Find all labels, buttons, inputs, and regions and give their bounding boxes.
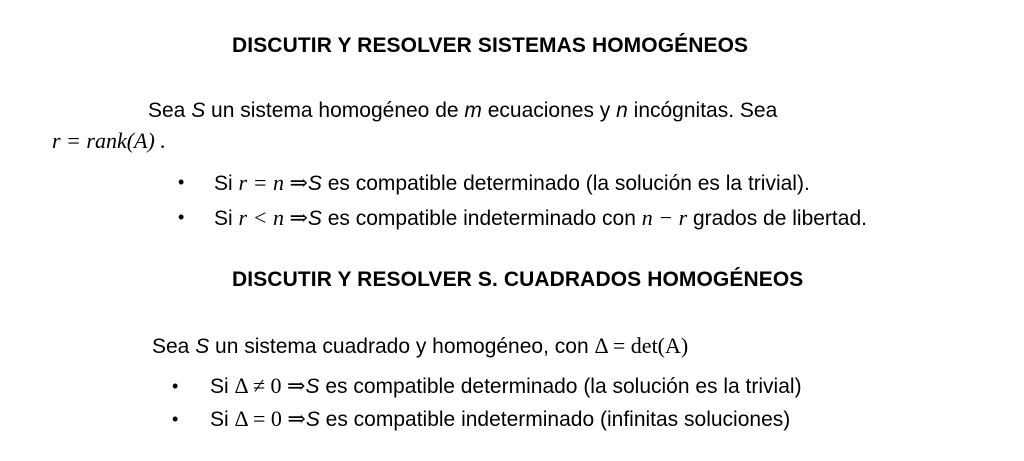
bullet-icon: • (172, 376, 179, 396)
bullet-icon: • (172, 409, 179, 429)
determinant-formula: Δ = det(A) (594, 333, 689, 358)
intro-paragraph (152, 333, 688, 359)
condition-label: Si (210, 408, 229, 431)
intro-text: un sistema homogéneo de (205, 99, 465, 122)
condition-result: es compatible indeterminado (infinitas soluciones) (319, 408, 791, 431)
variable-s: S (191, 99, 206, 122)
list-item (214, 170, 810, 196)
section-heading-homogeneous: DISCUTIR Y RESOLVER SISTEMAS HOMOGÉNEOS (232, 34, 749, 57)
variable-s: S (307, 207, 322, 230)
intro-text: Sea (148, 99, 192, 122)
condition-formula: Δ ≠ 0 ⇒ (234, 373, 306, 398)
intro-text: un sistema cuadrado y homogéneo, con (209, 335, 595, 358)
intro-text: incógnitas. Sea (627, 99, 778, 122)
variable-m: m (464, 99, 482, 122)
variable-n: n (616, 99, 628, 122)
section-heading-square-homogeneous: DISCUTIR Y RESOLVER S. CUADRADOS HOMOGÉNEOS (232, 268, 804, 291)
list-item (214, 205, 867, 231)
variable-s: S (305, 408, 320, 431)
condition-label: Si (214, 207, 233, 230)
rank-formula: r = rank(A) . (52, 128, 166, 153)
variable-s: S (307, 172, 322, 195)
condition-formula: r = n ⇒ (238, 170, 308, 195)
condition-result: es compatible determinado (la solución es la trivial) (319, 375, 802, 398)
intro-text: ecuaciones y (481, 99, 617, 122)
bullet-icon: • (178, 207, 185, 227)
list-item (210, 406, 790, 432)
variable-s: S (305, 375, 320, 398)
freedom-formula: n − r (641, 205, 688, 230)
condition-formula: r < n ⇒ (238, 205, 308, 230)
list-item (210, 373, 802, 399)
variable-s: S (195, 335, 210, 358)
condition-label: Si (214, 172, 233, 195)
condition-result: es compatible determinado (la solución es la trivial). (321, 172, 810, 195)
condition-result: grados de libertad. (687, 207, 867, 230)
condition-label: Si (210, 375, 229, 398)
intro-text: Sea (152, 335, 196, 358)
intro-paragraph (148, 99, 777, 123)
condition-result: es compatible indeterminado con (321, 207, 642, 230)
condition-formula: Δ = 0 ⇒ (234, 406, 306, 431)
bullet-icon: • (178, 172, 185, 192)
